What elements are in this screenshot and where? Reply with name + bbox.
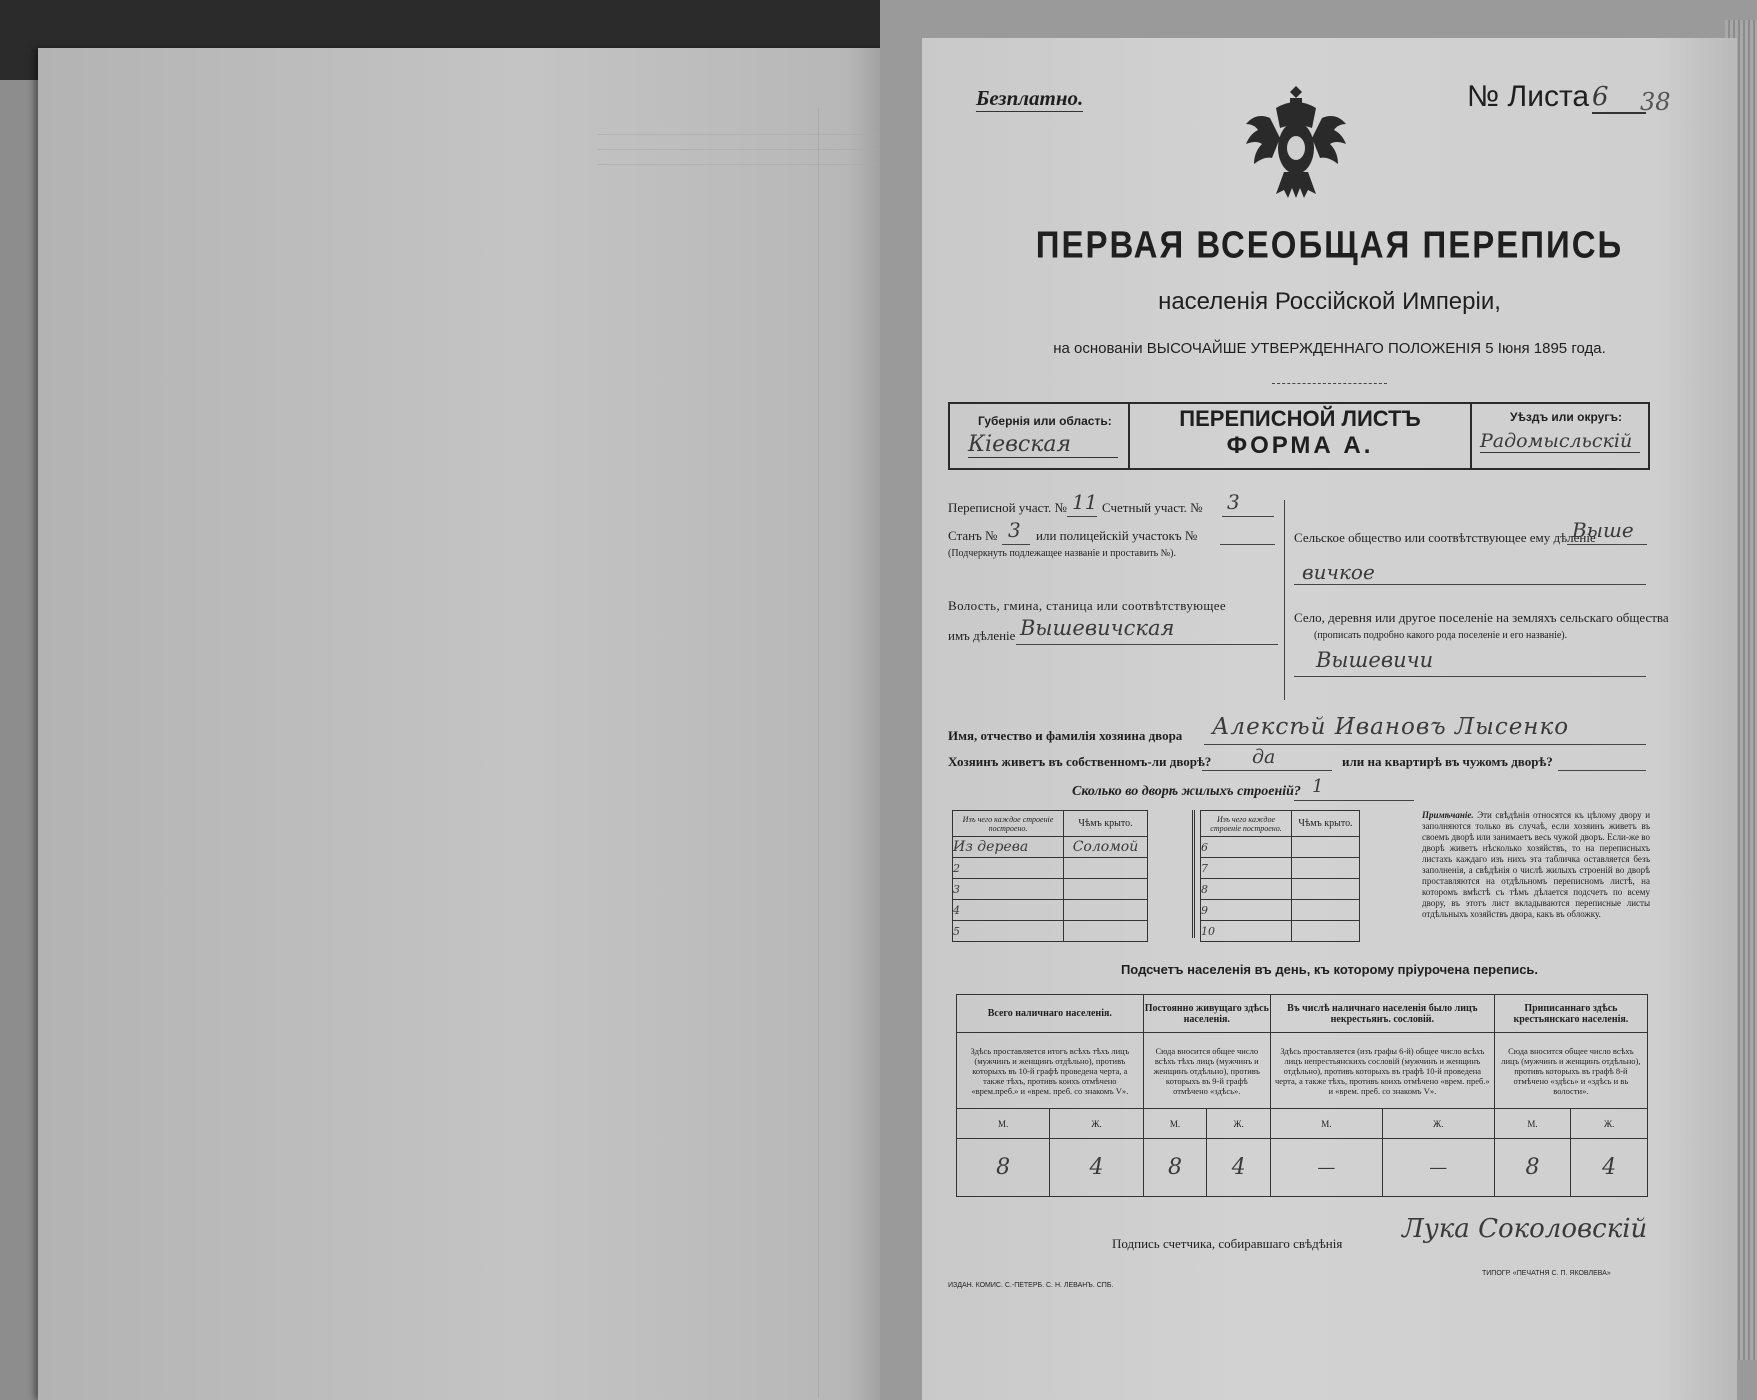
buildings-label: Сколько во дворѣ жилыхъ строеній? — [1072, 784, 1301, 799]
col-permanent-desc: Сюда вносится общее число всѣхъ тѣхъ лицъ (мужчинъ и женщинъ отдѣльно), противъ которыхъ въ 9-й графѣ отмѣчено «здѣсь». — [1143, 1033, 1270, 1109]
village-note: (прописать подробно какого рода поселеніе и его названіе). — [1314, 630, 1568, 641]
sheet-number-label: № Листа — [1467, 80, 1590, 113]
non-peasant-male-count: — — [1270, 1139, 1382, 1197]
left-page-rule — [818, 108, 819, 1398]
table-row: Из дерева Соломой — [953, 837, 1148, 858]
registered-female-count: 4 — [1571, 1139, 1648, 1197]
signature-label: Подпись счетчика, собиравшаго свѣдѣнія — [1112, 1236, 1343, 1251]
col-registered-peasant-desc: Сюда вносится общее число всѣхъ лицъ (мужчинъ и женщинъ отдѣльно), противъ которыхъ въ графѣ 8-й отмѣчено «здѣсь» и «здѣсь и вь волости». — [1494, 1033, 1647, 1109]
table-row: 10 — [1201, 921, 1360, 942]
police-section-label: или полицейскій участокъ № — [1036, 528, 1198, 543]
population-values-row — [957, 1139, 1648, 1197]
table-row: 5 — [953, 921, 1148, 942]
rent-label: или на квартирѣ въ чужомъ дворѣ? — [1342, 754, 1553, 769]
stan-label: Станъ № — [948, 528, 998, 543]
village-value: Вышевичи — [1316, 648, 1434, 672]
census-section-label: Переписной участ. № — [948, 500, 1067, 515]
form-type: ФОРМА А. — [1226, 432, 1374, 459]
village-label: Село, деревня или другое поселеніе на земляхъ сельскаго общества — [1294, 610, 1669, 625]
column-separator — [1284, 500, 1285, 700]
census-form-page — [922, 38, 1737, 1400]
population-title: Подсчетъ населенія въ день, къ которому пріурочена перепись. — [1120, 962, 1539, 977]
total-female-count: 4 — [1050, 1139, 1143, 1197]
owner-value: Алексѣй Ивановъ Лысенко — [1212, 714, 1570, 740]
count-section-label: Счетный участ. № — [1102, 500, 1203, 515]
province-label: Губернія или область: — [978, 414, 1112, 428]
left-page — [38, 48, 918, 1400]
material-header: Изъ чего каждое строеніе построено. — [953, 811, 1064, 837]
male-label: М. — [957, 1109, 1050, 1139]
document-subtitle: населенія Россійской Имперіи, — [1158, 288, 1501, 315]
table-row: 8 — [1201, 879, 1360, 900]
printer-imprint: ТИПОГР. «ПЕЧАТНЯ С. П. ЯКОВЛЕВА» — [1482, 1270, 1611, 1277]
population-table: Всего наличнаго населенія. Постоянно живущаго здѣсь населенія. Въ числѣ наличнаго населенія было лицъ некрестьянъ. сословій. Приписаннаго здѣсь крестьянскаго населенія. Здѣсь проставляется итогъ всѣхъ тѣхъ лицъ (мужчинъ и женщинъ отдѣльно), противъ которыхъ въ 10-й графѣ проведена черта, а также тѣхъ, противъ коихъ отмѣчено «врем.преб.» и «врем. преб. со знакомъ V». Сюда вносится общее число всѣхъ тѣхъ лицъ (мужчинъ и женщинъ отдѣльно), противъ которыхъ въ 9-й графѣ отмѣчено «здѣсь». Здѣсь проставляется (изъ графы 6-й) общее число всѣхъ лицъ непрестьянскихъ сословій (мужчинъ и женщинъ отдѣльно), противъ которыхъ въ графѣ 10-й проведена черта, а также тѣхъ, противъ коихъ отмѣчено «врем. преб.» и «врем. преб. со знакомъ V». Сюда вносится общее число всѣхъ лицъ (мужчинъ и женщинъ отдѣльно), противъ которыхъ въ графѣ 8-й отмѣчено «здѣсь» и «здѣсь и вь волости». М. Ж. М. Ж. М. Ж. М. Ж. 8 4 8 4 — — 8 4 — [956, 994, 1648, 1197]
village-society-value: Выше — [1572, 518, 1634, 542]
table-double-rule — [1192, 810, 1195, 938]
registered-male-count: 8 — [1494, 1139, 1571, 1197]
volost-value: Вышевичская — [1020, 616, 1175, 640]
table-row: 7 — [1201, 858, 1360, 879]
total-male-count: 8 — [957, 1139, 1050, 1197]
enumerator-signature: Лука Соколовскій — [1402, 1214, 1648, 1244]
village-society-label: Сельское общество или соотвѣтствующее ему дѣленіе — [1294, 530, 1596, 545]
note-label: Примѣчаніе. — [1422, 810, 1474, 820]
buildings-table-left — [952, 810, 1148, 942]
col-registered-peasant-header: Приписаннаго здѣсь крестьянскаго населенія. — [1494, 995, 1647, 1033]
volost-label-2: имъ дѣленіе — [948, 628, 1016, 643]
village-society-value-cont: вичкое — [1302, 560, 1375, 584]
roof-header: Чѣмъ крыто. — [1064, 811, 1148, 837]
bleed-through-text — [598, 128, 898, 188]
col-non-peasant-header: Въ числѣ наличнаго населенія было лицъ некрестьянъ. сословій. — [1270, 995, 1494, 1033]
stan-value: 3 — [1008, 518, 1021, 542]
table-row: 3 — [953, 879, 1148, 900]
document-title: ПЕРВАЯ ВСЕОБЩАЯ ПЕРЕПИСЬ — [1035, 223, 1624, 266]
female-label: Ж. — [1050, 1109, 1143, 1139]
table-row: 9 — [1201, 900, 1360, 921]
count-section-value: 3 — [1227, 490, 1240, 514]
permanent-female-count: 4 — [1207, 1139, 1271, 1197]
table-row: 6 — [1201, 837, 1360, 858]
col-total-present-header: Всего наличнаго населенія. — [957, 995, 1144, 1033]
census-section-value: 11 — [1072, 490, 1098, 514]
ornament-divider — [1272, 383, 1387, 384]
buildings-table — [952, 810, 1352, 940]
own-yard-label: Хозяинъ живетъ въ собственномъ-ли дворѣ? — [948, 754, 1212, 769]
col-total-present-desc: Здѣсь проставляется итогъ всѣхъ тѣхъ лицъ (мужчинъ и женщинъ отдѣльно), противъ которыхъ въ 10-й графѣ проведена черта, а также тѣхъ, противъ коихъ отмѣчено «врем.преб.» и «врем. преб. со знакомъ V». — [957, 1033, 1144, 1109]
margin-number: 38 — [1640, 88, 1671, 116]
table-row: 2 — [953, 858, 1148, 879]
volost-label: Волость, гмина, станица или соотвѣтствующее — [948, 598, 1227, 613]
buildings-value: 1 — [1312, 776, 1324, 797]
district-label: Уѣздъ или округъ: — [1510, 410, 1623, 424]
province-value: Кіевская — [968, 432, 1118, 458]
col-permanent-header: Постоянно живущаго здѣсь населенія. — [1143, 995, 1270, 1033]
non-peasant-female-count: — — [1382, 1139, 1494, 1197]
form-header-box — [948, 402, 1650, 470]
publisher-imprint: ИЗДАН. КОМИС. С.-ПЕТЕРБ. С. Н. ЛЕВАНЪ. СПБ. — [948, 1282, 1114, 1289]
district-value: Радомысльскій — [1480, 430, 1640, 453]
permanent-male-count: 8 — [1143, 1139, 1207, 1197]
table-row: 4 — [953, 900, 1148, 921]
free-label: Безплатно. — [976, 86, 1084, 110]
col-non-peasant-desc: Здѣсь проставляется (изъ графы 6-й) общее число всѣхъ лицъ непрестьянскихъ сословій (мужчинъ и женщинъ отдѣльно), противъ которыхъ въ графѣ 10-й проведена черта, а также тѣхъ, противъ коихъ отмѣчено «врем. преб.» и «врем. преб. со знакомъ V». — [1270, 1033, 1494, 1109]
underline-note: (Подчеркнуть подлежащее названіе и проставить №). — [948, 548, 1176, 559]
owner-label: Имя, отчество и фамилія хозяина двора — [948, 728, 1183, 743]
note-text: Эти свѣдѣнія относятся къ цѣлому двору и заполняются только въ случаѣ, если хозяинъ живетъ въ своемъ дворѣ или занимаетъ весь чужой дворъ. Если-же во дворѣ живетъ нѣсколько хозяйствъ, то на переписныхъ листахъ каждаго изъ нихъ эта табличка оставляется безъ заполненія, а свѣдѣнія о числѣ жилыхъ строеній во дворѣ проставляются на отдѣльномъ переписномъ листѣ, на которомъ вмѣстѣ съ тѣмъ дѣлается подсчетъ по всему двору, въ этотъ лист вкладываются переписные листы отдѣльныхъ хозяйствъ двора, какъ въ обложку. — [1422, 810, 1651, 919]
note-block — [1422, 810, 1650, 920]
sheet-number-value: 6 — [1592, 82, 1646, 114]
own-yard-value: да — [1252, 746, 1276, 768]
double-headed-eagle-emblem — [1240, 78, 1352, 208]
legal-basis: на основаніи ВЫСОЧАЙШЕ УТВЕРЖДЕННАГО ПОЛОЖЕНІЯ 5 Іюня 1895 года. — [1053, 340, 1606, 357]
buildings-table-right: Изъ чего каждое строеніе построено. Чѣмъ крыто. 6 7 8 9 10 — [1200, 810, 1360, 942]
sheet-title: ПЕРЕПИСНОЙ ЛИСТЪ — [1179, 406, 1421, 431]
